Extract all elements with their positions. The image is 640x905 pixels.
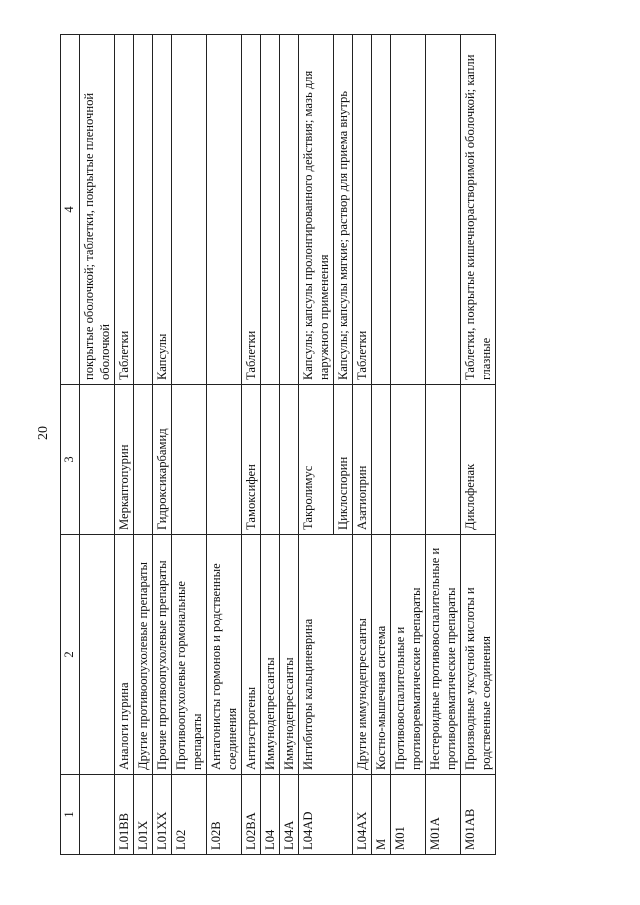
atc-code-cell: L01X [134,775,153,855]
group-name-cell: Другие противоопухолевые препараты [134,535,153,775]
header-col-2: 2 [61,535,80,775]
drug-name-cell: Такролимус [299,385,334,535]
drug-name-cell [280,385,299,535]
table-row [80,35,115,855]
dosage-form-cell: покрытые оболочкой; таблетки, покрытые пленочной оболочкой [80,35,115,385]
drug-name-cell [391,385,426,535]
dosage-form-cell [372,35,391,385]
atc-code-cell: L04 [261,775,280,855]
atc-code-cell: M [372,775,391,855]
dosage-form-cell: Таблетки, покрытые кишечнорастворимой оболочкой; капли глазные [461,35,496,385]
table-row [391,35,426,855]
table-row [261,35,280,855]
dosage-form-cell: Таблетки [242,35,261,385]
table-row [372,35,391,855]
drug-name-cell [134,385,153,535]
dosage-form-cell: Таблетки [353,35,372,385]
drug-name-cell [261,385,280,535]
group-name-cell: Антиэстрогены [242,535,261,775]
group-name-cell: Иммунодепрессанты [280,535,299,775]
header-row [61,35,80,855]
table-row [353,35,372,855]
dosage-form-cell: Капсулы [153,35,172,385]
table-row [426,35,461,855]
group-name-cell: Антагонисты гормонов и родственные соединения [207,535,242,775]
drug-name-cell: Гидроксикарбамид [153,385,172,535]
atc-code-cell: L04AX [353,775,372,855]
dosage-form-cell: Капсулы; капсулы мягкие; раствор для приема внутрь [334,35,353,385]
drug-name-cell: Тамоксифен [242,385,261,535]
atc-code-cell: L01BB [115,775,134,855]
table-row [334,35,353,855]
drug-table [60,34,496,855]
atc-code-cell: M01A [426,775,461,855]
drug-name-cell: Азатиоприн [353,385,372,535]
group-name-cell: Нестероидные противовоспалительные и противоревматические препараты [426,535,461,775]
drug-name-cell [372,385,391,535]
dosage-form-cell [207,35,242,385]
drug-name-cell: Диклофенак [461,385,496,535]
dosage-form-cell [426,35,461,385]
dosage-form-cell [172,35,207,385]
atc-code-cell: L02BA [242,775,261,855]
dosage-form-cell [391,35,426,385]
drug-name-cell [426,385,461,535]
table-row [172,35,207,855]
group-name-cell: Другие иммунодепрессанты [353,535,372,775]
group-name-cell: Ингибиторы кальциневрина [299,535,334,775]
group-name-cell: Противовоспалительные и противоревматические препараты [391,535,426,775]
group-name-cell: Костно-мышечная система [372,535,391,775]
table-row [153,35,172,855]
group-name-cell: Противоопухолевые гормональные препараты [172,535,207,775]
dosage-form-cell [261,35,280,385]
group-name-cell: Иммунодепрессанты [261,535,280,775]
table-row [299,35,334,855]
drug-name-cell [172,385,207,535]
group-name-cell [334,535,353,775]
drug-name-cell: Циклоспорин [334,385,353,535]
drug-name-cell [207,385,242,535]
table-row [461,35,496,855]
group-name-cell [80,535,115,775]
dosage-form-cell [134,35,153,385]
page-number: 20 [36,426,51,440]
header-col-4: 4 [61,35,80,385]
drug-name-cell: Меркаптопурин [115,385,134,535]
group-name-cell: Производные уксусной кислоты и родственные соединения [461,535,496,775]
group-name-cell: Аналоги пурина [115,535,134,775]
atc-code-cell [80,775,115,855]
atc-code-cell: L02 [172,775,207,855]
atc-code-cell: L04A [280,775,299,855]
dosage-form-cell: Таблетки [115,35,134,385]
dosage-form-cell: Капсулы; капсулы пролонгированного действия; мазь для наружного применения [299,35,334,385]
table-row [242,35,261,855]
atc-code-cell: L04AD [299,775,334,855]
atc-code-cell: M01 [391,775,426,855]
dosage-form-cell [280,35,299,385]
atc-code-cell: L02B [207,775,242,855]
header-col-1: 1 [61,775,80,855]
rotated-table-wrapper [60,35,580,855]
table-row [134,35,153,855]
table-row [115,35,134,855]
atc-code-cell: L01XX [153,775,172,855]
table-row [207,35,242,855]
group-name-cell: Прочие противоопухолевые препараты [153,535,172,775]
table-row [280,35,299,855]
atc-code-cell [334,775,353,855]
atc-code-cell: M01AB [461,775,496,855]
drug-name-cell [80,385,115,535]
header-col-3: 3 [61,385,80,535]
